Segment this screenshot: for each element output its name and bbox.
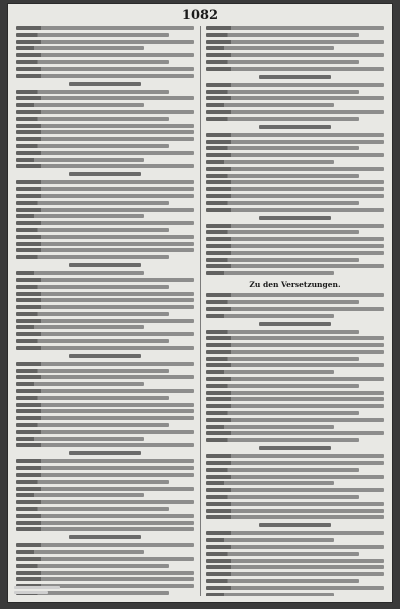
entry-line — [16, 46, 144, 50]
entry-line — [16, 577, 194, 581]
subheading-line — [259, 75, 330, 79]
entry-line — [16, 375, 194, 379]
entry-line — [16, 312, 169, 316]
entry-line — [16, 201, 169, 205]
entry-line — [16, 416, 194, 420]
section-heading: Zu den Versetzungen. — [249, 280, 341, 290]
entry-line — [16, 557, 194, 561]
subheading-line — [69, 82, 140, 86]
entry-line — [206, 579, 359, 583]
entry-line — [16, 137, 194, 141]
entry-line — [16, 278, 194, 282]
entry-line — [16, 110, 194, 114]
entry-line — [206, 53, 384, 57]
entry-line — [206, 468, 359, 472]
entry-line — [206, 251, 384, 255]
entry-line — [206, 33, 359, 37]
entry-line — [16, 26, 194, 30]
entry-line — [206, 224, 384, 228]
entry-line — [16, 180, 194, 184]
entry-line — [16, 96, 194, 100]
entry-line — [206, 538, 334, 542]
entry-line — [206, 397, 384, 401]
entry-line — [206, 300, 359, 304]
entry-line — [206, 357, 359, 361]
entry-line — [206, 404, 384, 408]
entry-line — [16, 325, 144, 329]
entry-line — [16, 255, 169, 259]
entry-line — [206, 174, 359, 178]
entry-line — [206, 271, 334, 275]
entry-line — [206, 475, 384, 479]
entry-line — [16, 514, 194, 518]
entry-line — [206, 418, 384, 422]
subheading-line — [259, 125, 330, 129]
entry-line — [206, 60, 359, 64]
entry-line — [206, 167, 384, 171]
entry-line — [16, 564, 169, 568]
entry-line — [206, 384, 359, 388]
subheading-line — [69, 172, 140, 176]
entry-line — [16, 33, 169, 37]
entry-line — [206, 336, 384, 340]
entry-line — [206, 96, 384, 100]
entry-line — [16, 130, 194, 134]
entry-line — [206, 46, 334, 50]
entry-line — [206, 572, 384, 576]
entry-line — [206, 350, 384, 354]
entry-line — [16, 90, 169, 94]
entry-line — [206, 201, 359, 205]
entry-line — [16, 507, 169, 511]
entry-line — [16, 403, 194, 407]
entry-line — [206, 230, 359, 234]
entry-line — [16, 480, 169, 484]
entry-line — [16, 527, 194, 531]
subheading-line — [69, 354, 140, 358]
entry-line — [16, 235, 194, 239]
entry-line — [206, 593, 334, 596]
entry-line — [206, 431, 384, 435]
entry-line — [206, 586, 384, 590]
entry-line — [206, 438, 359, 442]
entry-line — [206, 293, 384, 297]
entry-line — [206, 146, 359, 150]
entry-line — [16, 346, 194, 350]
entry-line — [16, 285, 169, 289]
entry-line — [16, 362, 194, 366]
entry-line — [16, 332, 194, 336]
right-column — [206, 26, 384, 596]
entry-line — [16, 124, 194, 128]
entry-line — [206, 377, 384, 381]
entry-line — [206, 545, 384, 549]
entry-line — [206, 26, 384, 30]
entry-line — [206, 343, 384, 347]
entry-line — [16, 164, 194, 168]
subheading-line — [69, 451, 140, 455]
entry-line — [206, 481, 334, 485]
entry-line — [206, 330, 359, 334]
entry-line — [206, 370, 334, 374]
entry-line — [16, 443, 194, 447]
entry-line — [16, 409, 194, 413]
entry-line — [16, 40, 194, 44]
subheading-line — [259, 446, 330, 450]
entry-line — [206, 509, 384, 513]
entry-line — [16, 53, 194, 57]
entry-line — [206, 502, 384, 506]
entry-line — [206, 187, 384, 191]
entry-line — [206, 67, 384, 71]
entry-line — [16, 74, 194, 78]
entry-line — [206, 83, 384, 87]
entry-line — [16, 493, 144, 497]
entry-line — [206, 461, 384, 465]
entry-line — [16, 396, 169, 400]
subheading-line — [259, 322, 330, 326]
entry-line — [16, 550, 144, 554]
entry-line — [16, 389, 194, 393]
entry-line — [206, 160, 334, 164]
library-stamp — [14, 586, 60, 598]
entry-line — [16, 67, 194, 71]
entry-line — [16, 117, 169, 121]
entry-line — [206, 515, 384, 519]
entry-line — [16, 292, 194, 296]
entry-line — [206, 363, 384, 367]
column-divider — [200, 26, 201, 596]
entry-line — [16, 500, 194, 504]
entry-line — [206, 552, 359, 556]
entry-line — [16, 423, 169, 427]
entry-line — [16, 103, 144, 107]
entry-line — [206, 103, 334, 107]
entry-line — [206, 488, 384, 492]
entry-line — [16, 339, 169, 343]
entry-line — [16, 466, 194, 470]
entry-line — [206, 314, 334, 318]
entry-line — [16, 228, 169, 232]
entry-line — [206, 153, 384, 157]
entry-line — [206, 90, 359, 94]
entry-line — [16, 242, 194, 246]
entry-line — [16, 369, 169, 373]
entry-line — [206, 454, 384, 458]
page-number: 1082 — [181, 8, 219, 23]
entry-line — [16, 187, 194, 191]
document-page — [8, 4, 392, 602]
subheading-line — [69, 263, 140, 267]
entry-line — [206, 495, 359, 499]
entry-line — [206, 208, 384, 212]
left-column — [16, 26, 194, 596]
entry-line — [206, 565, 384, 569]
entry-line — [206, 117, 359, 121]
entry-line — [16, 298, 194, 302]
subheading-line — [259, 523, 330, 527]
entry-line — [16, 194, 194, 198]
entry-line — [206, 307, 384, 311]
entry-line — [16, 158, 144, 162]
entry-line — [206, 140, 384, 144]
entry-line — [206, 194, 384, 198]
entry-line — [16, 248, 194, 252]
entry-line — [16, 60, 169, 64]
subheading-line — [259, 216, 330, 220]
entry-line — [16, 473, 194, 477]
entry-line — [16, 543, 194, 547]
entry-line — [206, 559, 384, 563]
entry-line — [16, 208, 194, 212]
entry-line — [16, 382, 144, 386]
subheading-line — [69, 535, 140, 539]
entry-line — [16, 144, 169, 148]
entry-line — [16, 271, 144, 275]
entry-line — [16, 221, 194, 225]
entry-line — [206, 425, 334, 429]
entry-line — [206, 40, 384, 44]
entry-line — [206, 531, 384, 535]
entry-line — [16, 521, 194, 525]
entry-line — [206, 258, 359, 262]
entry-line — [16, 430, 194, 434]
entry-line — [16, 571, 194, 575]
entry-line — [16, 214, 144, 218]
entry-line — [16, 305, 194, 309]
entry-line — [206, 237, 384, 241]
entry-line — [206, 264, 384, 268]
entry-line — [16, 459, 194, 463]
entry-line — [16, 487, 194, 491]
entry-line — [16, 437, 144, 441]
entry-line — [16, 151, 194, 155]
entry-line — [206, 110, 384, 114]
entry-line — [206, 133, 384, 137]
entry-line — [206, 411, 359, 415]
entry-line — [206, 180, 384, 184]
entry-line — [206, 391, 384, 395]
entry-line — [16, 319, 194, 323]
entry-line — [206, 244, 384, 248]
